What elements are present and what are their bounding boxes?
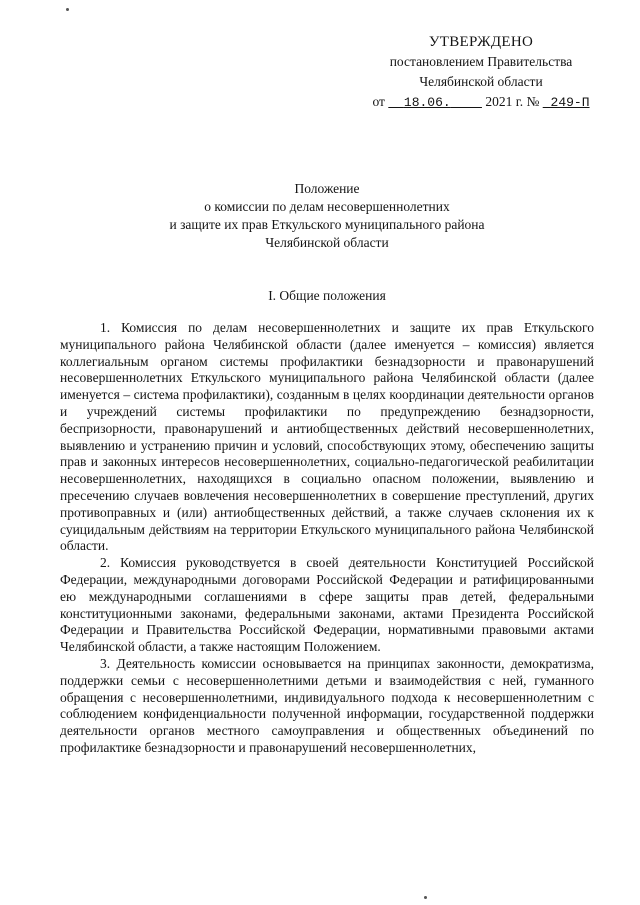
- approval-line-1: постановлением Правительства: [389, 54, 573, 69]
- document-body: [60, 320, 594, 757]
- approval-date-line: [372, 92, 590, 113]
- approval-stamp: УТВЕРЖДЕНО: [428, 34, 534, 50]
- approval-block: [372, 32, 590, 113]
- title-line-3: и защите их прав Еткульского муниципального района: [169, 217, 485, 232]
- scan-speck: [66, 8, 69, 11]
- scan-speck: [424, 896, 427, 899]
- paragraph-2: 2. Комиссия руководствуется в своей деятельности Конституцией Российской Федерации, международными договорами Российской Федерации и ратифицированными ею международными соглашениями в сфере защиты прав детей, федеральными конституционными законами, федеральными законами, актами Президента Российской Федерации и Правительства Российской Федерации, нормативными правовыми актами Челябинской области, а также настоящим Положением.: [60, 555, 594, 655]
- approval-line-2: Челябинской области: [419, 74, 543, 89]
- paragraph-3: 3. Деятельность комиссии основывается на принципах законности, демократизма, поддержки семьи с несовершеннолетними детьми и взаимодействия с ней, гуманного обращения с несовершеннолетними, индивидуального подхода к несовершеннолетним с соблюдением конфиденциальности полученной информации, государственной поддержки деятельности органов местного самоуправления и общественных объединений по профилактике безнадзорности и правонарушений несовершеннолетних,: [60, 655, 594, 755]
- number-value: 249-П: [550, 95, 590, 110]
- document-title: [60, 180, 594, 252]
- paragraph-1: 1. Комиссия по делам несовершеннолетних и защите их прав Еткульского муниципального района Челябинской области (далее именуется – комиссия) является коллегиальным органом системы профилактики безнадзорности и правонарушений несовершеннолетних Еткульского муниципального района Челябинской области (далее именуется – система профилактики), созданным в целях координации деятельности органов и учреждений системы профилактики по предупреждению безнадзорности, беспризорности, правонарушений и антиобщественных действий несовершеннолетних, выявлению и устранению причин и условий, способствующих этому, обеспечению защиты прав и законных интересов несовершеннолетних, социально-педагогической реабилитации несовершеннолетних, находящихся в социально опасном положении, выявлению и пресечению случаев вовлечения несовершеннолетних в совершение преступлений, других противоправных и (или) антиобщественных действий, а также случаев склонения их к суицидальным действиям на территории Еткульского муниципального района Челябинской области.: [60, 320, 594, 554]
- title-line-1: Положение: [294, 181, 360, 196]
- date-prefix: от: [372, 94, 385, 109]
- date-value: 18.06.: [403, 95, 451, 110]
- title-line-4: Челябинской области: [265, 235, 389, 250]
- year-text: 2021 г. №: [485, 94, 540, 109]
- section-heading: I. Общие положения: [268, 288, 386, 303]
- title-line-2: о комиссии по делам несовершеннолетних: [204, 199, 450, 214]
